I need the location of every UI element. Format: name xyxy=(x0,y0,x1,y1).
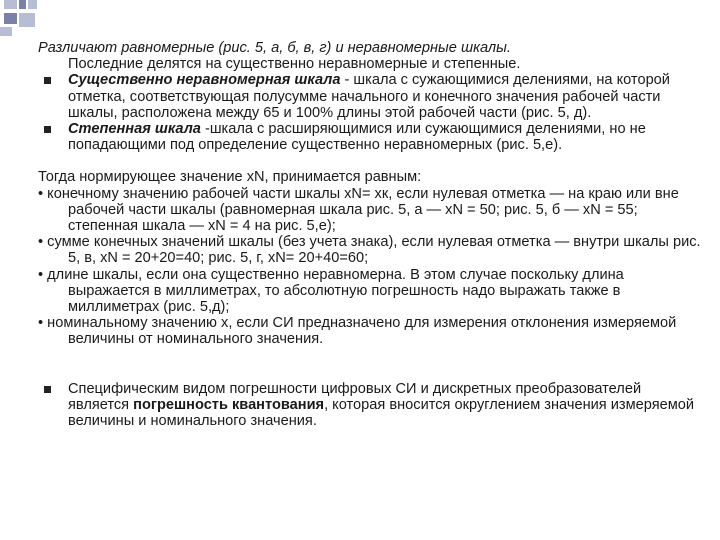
intro-line-1: Различают равномерные (рис. 5, а, б, в, г) и неравномерные шкалы. xyxy=(38,40,511,56)
bullet-item-power-scale xyxy=(38,121,706,153)
square-bullet-icon xyxy=(44,126,51,133)
square-bullet-icon xyxy=(44,77,51,84)
corner-decoration xyxy=(0,0,60,40)
intro-paragraph xyxy=(38,40,706,72)
definition-power-scale: -шкала с расширяющимися или сужающимися делениями, но не попадающими под определение существенно неравномерных (рис. 5,е). xyxy=(68,121,646,154)
normalizing-title: Тогда нормирующее значение xN, принимается равным: xyxy=(38,169,422,186)
normalizing-item: • длине шкалы, если она существенно неравномерна. В этом случае поскольку длина выражается в миллиметрах, то абсолютную погрешность надо выражать также в миллиметрах (рис. 5,д); xyxy=(38,266,624,316)
definition-uneven-scale: - шкала с сужающимися делениями, на которой отметка, соответствующая полусумме начального и конечного значения рабочей части шкалы, расположена между 65 и 100% длины этой рабочей части (рис. 5, д). xyxy=(68,72,670,121)
term-quantization-error: погрешность квантования xyxy=(133,396,325,413)
term-power-scale: Степенная шкала xyxy=(68,121,201,138)
quantization-text-after: , которая вносится округлением значения измеряемой величины и номинального значения. xyxy=(68,396,695,430)
term-uneven-scale: Существенно неравномерная шкала xyxy=(68,72,341,89)
bullet-item-quantization xyxy=(38,381,706,430)
normalizing-item: • конечному значению рабочей части шкалы xN= xк, если нулевая отметка — на краю или вне рабочей части шкалы (равномерная шкала рис. 5, а — xN = 50; рис. 5, б — xN = 55; степенная шкала — xN = 4 на рис. 5,е); xyxy=(38,185,679,235)
bullet-item-uneven-scale xyxy=(38,72,706,121)
quantization-text-before: Специфическим видом погрешности цифровых СИ и дискретных преобразователей является xyxy=(68,380,642,413)
normalizing-item: • сумме конечных значений шкалы (без учета знака), если нулевая отметка — внутри шкалы рис. 5, в, xN = 20+20=40; рис. 5, г, xN= 20+40=60; xyxy=(38,234,701,267)
square-bullet-icon xyxy=(44,386,51,393)
slide-content xyxy=(38,40,706,429)
intro-line-2: Последние делятся на существенно неравномерные и степенные. xyxy=(68,56,521,73)
normalizing-item: • номинальному значению x, если СИ предназначено для измерения отклонения измеряемой величины от номинального значения. xyxy=(38,315,677,348)
